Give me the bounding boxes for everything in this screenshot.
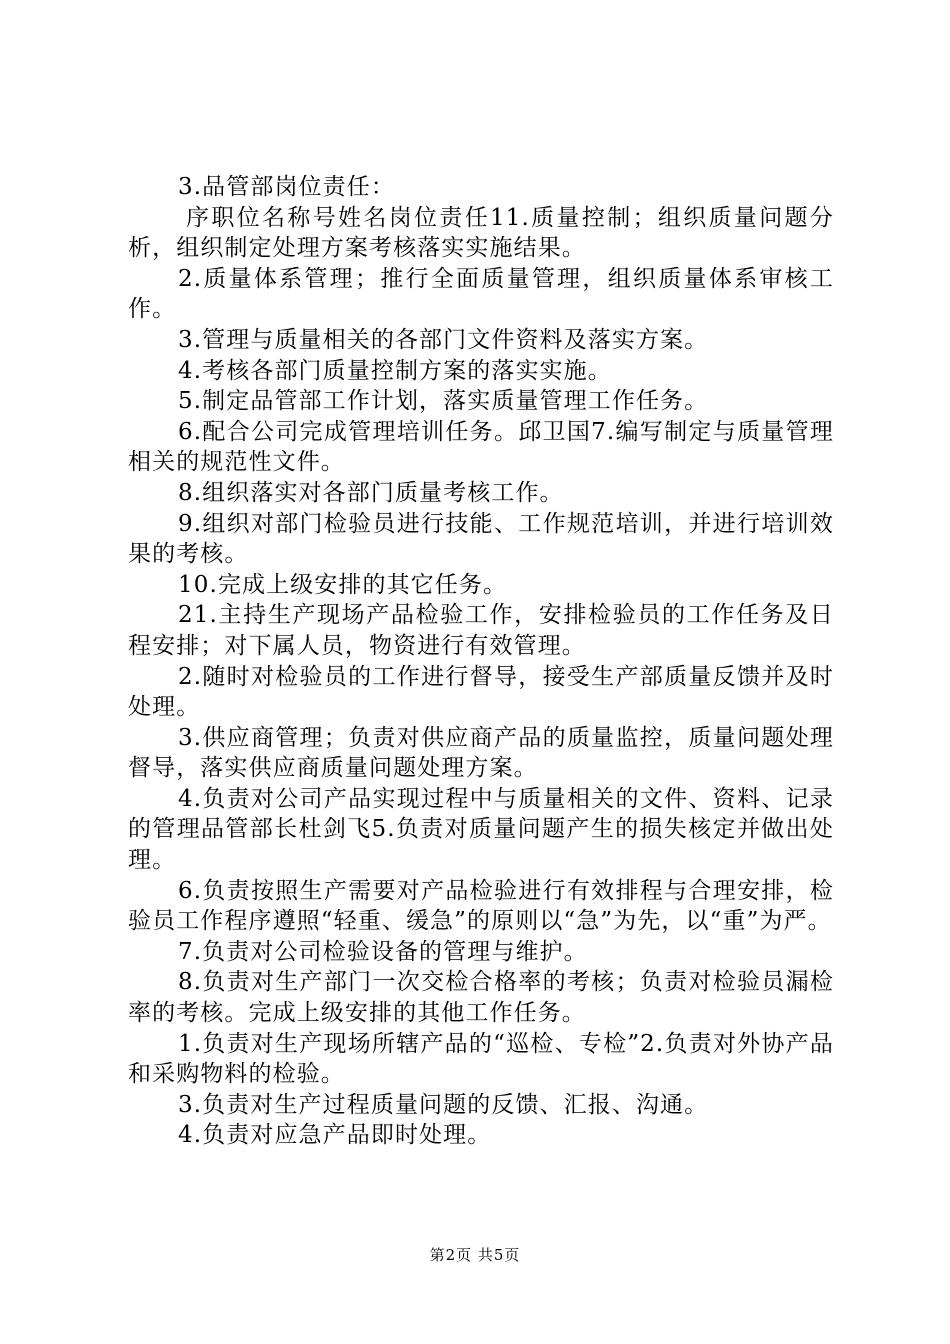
paragraph: 5.制定品管部工作计划，落实质量管理工作任务。 xyxy=(178,388,709,415)
paragraph: 3.负责对生产过程质量问题的反馈、汇报、沟通。 xyxy=(178,1091,709,1118)
paragraph: 4.负责对公司产品实现过程中与质量相关的文件、资料、记录的管理品管部长杜剑飞5.负责对质量问题产生的损失核定并做出处理。 xyxy=(128,785,834,874)
page-number: 第2页 共5页 xyxy=(429,1246,521,1264)
paragraph: 10.完成上级安排的其它任务。 xyxy=(178,571,508,598)
paragraph: 4.负责对应急产品即时处理。 xyxy=(178,1122,492,1149)
paragraph: 2.质量体系管理；推行全面质量管理，组织质量体系审核工作。 xyxy=(128,265,834,323)
paragraph: 8.负责对生产部门一次交检合格率的考核；负责对检验员漏检率的考核。完成上级安排的其他工作任务。 xyxy=(128,969,834,1027)
paragraph: 21.主持生产现场产品检验工作，安排检验员的工作任务及日程安排；对下属人员，物资进行有效管理。 xyxy=(128,602,834,659)
paragraph: 3.管理与质量相关的各部门文件资料及落实方案。 xyxy=(178,326,709,353)
paragraph: 9.组织对部门检验员进行技能、工作规范培训，并进行培训效果的考核。 xyxy=(128,510,834,568)
paragraph: 序职位名称号姓名岗位责任11.质量控制；组织质量问题分析，组织制定处理方案考核落实实施结果。 xyxy=(128,204,834,262)
paragraph: 6.配合公司完成管理培训任务。邱卫国7.编写制定与质量管理相关的规范性文件。 xyxy=(128,418,834,476)
paragraph: 8.组织落实对各部门质量考核工作。 xyxy=(178,479,564,506)
paragraph: 1.负责对生产现场所辖产品的“巡检、专检”2.负责对外协产品和采购物料的检验。 xyxy=(128,1030,834,1088)
paragraph: 4.考核各部门质量控制方案的落实实施。 xyxy=(178,357,612,384)
paragraph: 7.负责对公司检验设备的管理与维护。 xyxy=(178,938,588,965)
paragraph: 3.供应商管理；负责对供应商产品的质量监控，质量问题处理督导，落实供应商质量问题处理方案。 xyxy=(128,724,834,782)
document-body xyxy=(128,172,834,1151)
paragraph: 2.随时对检验员的工作进行督导，接受生产部质量反馈并及时处理。 xyxy=(128,663,834,721)
paragraph: 3.品管部岗位责任： xyxy=(178,174,395,200)
paragraph: 6.负责按照生产需要对产品检验进行有效排程与合理安排，检验员工作程序遵照“轻重、缓急”的原则以“急”为先，以“重”为严。 xyxy=(128,877,834,935)
